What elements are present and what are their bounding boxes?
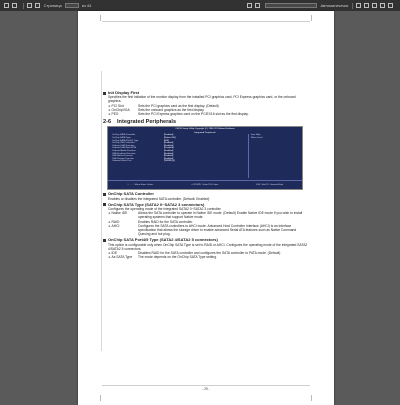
bios-value: [Enabled] <box>164 142 174 145</box>
bios-subheader: Integrated Peripherals <box>194 132 216 135</box>
margin-rule <box>101 71 102 351</box>
bios-footer-text: ESC: Exit F1: General Help <box>256 184 283 187</box>
bios-value: [Native IDE] <box>164 137 176 140</box>
bios-value: [3F8/IRQ4] <box>164 160 175 163</box>
bios-value: [IDE] <box>164 139 169 142</box>
bios-screenshot <box>107 126 303 190</box>
page-content <box>103 89 309 259</box>
page-down-icon[interactable] <box>35 3 40 8</box>
tools-icon[interactable] <box>388 3 393 8</box>
item-title: OnChip SATA Controller <box>108 191 154 197</box>
item-desc: Configures the operating mode of the integrated SATA2 0~SATA2 3 controller. <box>108 207 222 212</box>
bios-key: OnChip SATA Controller <box>112 134 136 137</box>
toolbar-separator-2 <box>352 3 353 9</box>
option-value: Disables RAID for the SATA controller and configures the SATA controller to PATA mode. (Default) <box>138 251 281 256</box>
crop-mark <box>311 395 318 401</box>
search-icon[interactable] <box>12 3 17 8</box>
bios-help-title: Item Help <box>251 134 261 137</box>
viewer-toolbar <box>0 0 400 11</box>
option-key: As SATA Type <box>111 255 133 260</box>
bios-key: USB Mouse Function <box>112 155 133 158</box>
arrow-icon: ➔ <box>108 255 111 260</box>
bullet-icon <box>103 193 106 196</box>
item-desc: Specifies the first initiation of the monitor display from the installed PCI graphics card, PCI Express graphics card, or the onboard graphics. <box>108 95 296 104</box>
option-value: Enables RAID for the SATA controller. <box>138 219 194 224</box>
page-label: Страница <box>43 3 62 8</box>
bios-value: [Disabled] <box>164 147 174 150</box>
option-row <box>108 224 309 237</box>
bios-value: [Enabled] <box>164 149 174 152</box>
option-key: PEG <box>111 112 119 117</box>
arrow-icon: ➔ <box>108 112 111 117</box>
bios-header: CMOS Setup Utility-Copyright (C) 1984-2011 Award Software <box>175 128 235 131</box>
bullet-icon <box>103 239 106 242</box>
option-value: Sets the PCI Express graphics card on the PCIEX16 slot as the first display. <box>138 112 249 117</box>
item-title: Init Display First <box>108 90 140 95</box>
arrow-icon: ➔ <box>108 211 111 216</box>
option-key: AHCI <box>111 223 120 228</box>
arrow-icon: ➔ <box>108 251 111 256</box>
bios-key: Onboard LAN Function <box>112 144 135 147</box>
bios-footer-text: +/-/PU/PD: Value F10: Save <box>191 184 219 187</box>
toolbar-right <box>247 3 396 9</box>
arrow-icon: ➔ <box>108 107 111 112</box>
crop-mark <box>311 15 318 21</box>
bullet-icon <box>103 203 106 206</box>
option-key: OnChipVGA <box>111 107 130 112</box>
option-key: RAID <box>111 219 120 224</box>
bios-footer-text: ↑↓→←: Move Enter: Select <box>126 184 154 187</box>
zoom-label: Автоматически <box>320 3 349 8</box>
crop-mark <box>94 395 101 401</box>
bios-key: Onboard Audio Function <box>112 149 136 152</box>
zoom-out-icon[interactable] <box>247 3 252 8</box>
page-number-input[interactable] <box>65 3 79 8</box>
footer-rule <box>102 385 310 386</box>
bios-key: USB Keyboard Function <box>112 152 136 155</box>
option-value: Configures the SATA controllers to AHCI mode. Advanced Host Controller Interface (AHCI) is an interface specification that allows the storage driver to enable advanced Serial ATA features such as Native Command Queuing and hot plug. <box>138 223 297 237</box>
option-value: Sets the PCI graphics card as the first display. (Default) <box>138 103 219 108</box>
download-icon[interactable] <box>372 3 377 8</box>
option-row <box>108 112 309 116</box>
arrow-icon: ➔ <box>108 219 111 224</box>
option-value: Allows the SATA controller to operate in Native IDE mode. (Default) Enable Native IDE mode if you wish to install operating systems that support Native mode. <box>138 211 303 220</box>
item-title: OnChip SATA Type (SATA2 0~SATA2 3 connectors) <box>108 201 205 207</box>
bios-value: [Enabled] <box>164 152 174 155</box>
option-value: The mode depends on the OnChip SATA Type setting. <box>138 255 217 260</box>
crop-mark <box>94 15 101 21</box>
option-key: PCI Slot <box>111 103 124 108</box>
print-icon[interactable] <box>364 3 369 8</box>
bios-key: OnChip USB Controller <box>112 142 135 145</box>
toolbar-separator <box>23 3 24 9</box>
option-key: Native IDE <box>111 211 128 216</box>
bios-help-text: Menu Level <box>251 137 263 140</box>
bios-value: [Enabled] <box>164 155 174 158</box>
bios-footer <box>108 180 302 189</box>
document-page <box>78 11 334 405</box>
bios-key: USB Storage Function <box>112 157 134 160</box>
item-desc: This option is configurable only when OnChip SATA Type is set to RAID or AHCI. Configures the operating mode of the integrated SATA2 4/SATA2 5 connectors. <box>108 242 308 251</box>
arrow-icon: ➔ <box>108 223 111 228</box>
bios-key: OnChip SATA Port4/5 Type <box>112 139 139 142</box>
fullscreen-icon[interactable] <box>356 3 361 8</box>
bios-value: [Enabled] <box>164 134 174 137</box>
option-key: IDE <box>111 251 118 256</box>
page-total: из 44 <box>81 3 92 8</box>
bios-value: [Enabled] <box>164 144 174 147</box>
bullet-icon <box>103 92 106 95</box>
page-number: - 29 - <box>202 387 210 391</box>
bios-help-panel <box>248 134 303 178</box>
arrow-icon: ➔ <box>108 103 111 108</box>
section-title: Integrated Peripherals <box>117 119 177 126</box>
zoom-in-icon[interactable] <box>255 3 260 8</box>
page-up-icon[interactable] <box>27 3 32 8</box>
sidebar-toggle-icon[interactable] <box>4 3 9 8</box>
bios-key: OnChip SATA Type <box>112 137 131 140</box>
section-number: 2-6 <box>103 119 112 126</box>
item-title: OnChip SATA Port4/5 Type (SATA2 4/SATA2 5 connectors) <box>108 237 218 243</box>
zoom-select[interactable] <box>265 3 317 8</box>
header-rule <box>102 21 310 22</box>
bios-key: Onboard Serial Port <box>112 160 132 163</box>
bios-key: Onboard LAN Boot ROM <box>112 147 137 150</box>
bios-value: [Enabled] <box>164 157 174 160</box>
option-row <box>108 211 309 219</box>
section-heading <box>103 120 309 124</box>
option-value: Sets the onboard graphics as the first display. <box>138 107 205 112</box>
item-desc: Enables or disables the integrated SATA controller. (Default: Enabled) <box>108 196 210 201</box>
bios-settings-list <box>112 134 242 163</box>
option-row <box>108 255 309 259</box>
bookmark-icon[interactable] <box>380 3 385 8</box>
